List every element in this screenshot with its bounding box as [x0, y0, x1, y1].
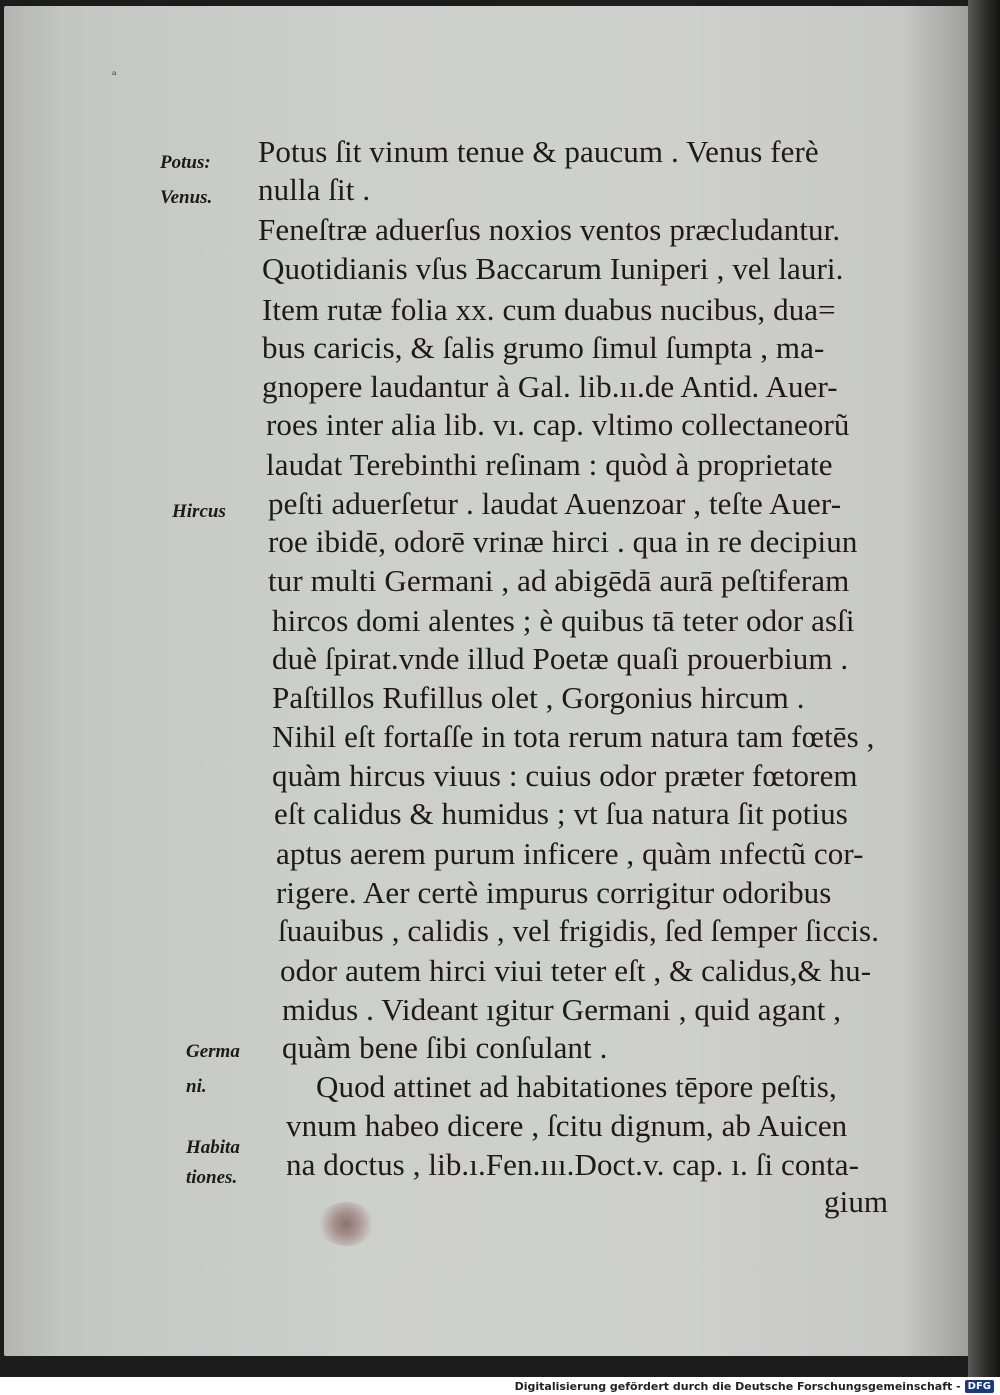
text-line: eſt calidus & humidus ; vt ſua natura ſit potius	[274, 796, 848, 831]
text-line: Potus ſit vinum tenue & paucum . Venus ferè	[258, 134, 819, 169]
credit-text: Digitalisierung gefördert durch die Deutsche Forschungsgemeinschaft -	[514, 1379, 961, 1393]
margin-note-hircus: Hircus	[172, 501, 226, 522]
text-line: ſuauibus , calidis , vel frigidis, ſed ſemper ſiccis.	[278, 913, 880, 948]
margin-note-ni: ni.	[186, 1076, 207, 1097]
margin-note-germa: Germa	[186, 1041, 240, 1062]
text-line: roes inter alia lib. vı. cap. vltimo collectaneorũ	[266, 407, 850, 442]
text-line: duè ſpirat.vnde illud Poetæ quaſi prouerbium .	[272, 641, 849, 676]
margin-note-habita: Habita	[186, 1137, 240, 1158]
text-line: Paſtillos Rufillus olet , Gorgonius hircum .	[272, 680, 805, 715]
digitization-credit	[515, 1378, 994, 1394]
text-line: odor autem hirci viui teter eſt , & calidus,& hu-	[280, 953, 872, 988]
text-line: nulla ſit .	[258, 172, 371, 207]
text-line: Quod attinet ad habitationes tēpore peſtis,	[316, 1069, 837, 1104]
text-line: peſti aduerſetur . laudat Auenzoar , teſte Auer-	[268, 486, 842, 521]
margin-note-potus: Potus:	[160, 152, 211, 173]
text-line: midus . Videant ıgitur Germani , quid agant ,	[282, 992, 842, 1027]
text-line: Item rutæ folia xx. cum duabus nucibus, dua=	[262, 292, 836, 327]
margin-note-tiones: tiones.	[186, 1167, 238, 1188]
text-line: rigere. Aer certè impurus corrigitur odoribus	[276, 875, 832, 910]
text-line: hircos domi alentes ; è quibus tā teter odor asſi	[272, 603, 855, 638]
text-line: vnum habeo dicere , ſcitu dignum, ab Auicen	[286, 1108, 848, 1143]
dfg-logo-icon: DFG	[965, 1380, 994, 1393]
margin-note-venus: Venus.	[160, 187, 213, 208]
text-line: bus caricis, & ſalis grumo ſimul ſumpta , ma-	[262, 330, 825, 365]
catchword: gium	[824, 1184, 889, 1219]
text-line: aptus aerem purum inficere , quàm ınfectũ cor-	[276, 836, 864, 871]
text-line: tur multi Germani , ad abigēdā aurā peſtiferam	[268, 563, 850, 598]
text-line: laudat Terebinthi reſinam : quòd à proprietate	[266, 447, 833, 482]
text-line: gnopere laudantur à Gal. lib.ıı.de Antid. Auer-	[262, 369, 838, 404]
text-line: roe ibidē, odorē vrinæ hirci . qua in re decipiun	[268, 524, 858, 559]
text-line: quàm hircus viuus : cuius odor præter fœtorem	[272, 758, 858, 793]
page-corner-mark: ᵃ	[112, 68, 117, 82]
text-line: Feneſtræ aduerſus noxios ventos præcludantur.	[258, 212, 841, 247]
text-line: quàm bene ſibi conſulant .	[282, 1030, 608, 1065]
book-spine-shadow	[968, 0, 1000, 1377]
text-line: Quotidianis vſus Baccarum Iuniperi , vel lauri.	[262, 251, 844, 286]
text-line: Nihil eſt fortaſſe in tota rerum natura tam fœtēs ,	[272, 719, 875, 754]
text-line: na doctus , lib.ı.Fen.ııı.Doct.v. cap. ı. ſi conta-	[286, 1147, 860, 1182]
paper-stain	[318, 1202, 374, 1246]
